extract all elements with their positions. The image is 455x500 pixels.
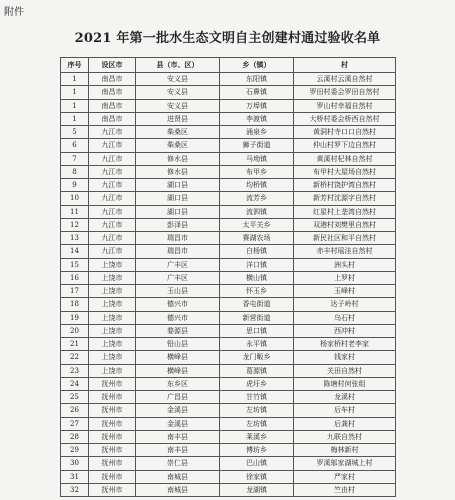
cell-township: 永平镇 — [220, 338, 294, 351]
cell-index: 30 — [61, 457, 89, 470]
cell-county: 广丰区 — [136, 258, 220, 271]
cell-index: 21 — [61, 338, 89, 351]
table-row — [61, 73, 396, 86]
cell-township: 左坊镇 — [220, 417, 294, 430]
cell-village: 梅林新村 — [294, 444, 396, 457]
cell-city: 南昌市 — [89, 99, 136, 112]
cell-city: 南昌市 — [89, 112, 136, 125]
table-row — [61, 232, 396, 245]
cell-city: 抚州市 — [89, 404, 136, 417]
cell-county: 彭泽县 — [136, 218, 220, 231]
table-row — [61, 457, 396, 470]
cell-county: 横峰县 — [136, 351, 220, 364]
cell-township: 龙湖镇 — [220, 483, 294, 496]
cell-village: 罗山村幸福自然村 — [294, 99, 396, 112]
cell-township: 万埠镇 — [220, 99, 294, 112]
cell-village: 钱家村 — [294, 351, 396, 364]
table-row — [61, 258, 396, 271]
cell-city: 抚州市 — [89, 417, 136, 430]
header-township: 乡（镇） — [220, 58, 294, 73]
cell-village: 达子岭村 — [294, 298, 396, 311]
cell-township: 布甲乡 — [220, 165, 294, 178]
cell-index: 10 — [61, 192, 89, 205]
cell-village: 新芳村沈源字自然村 — [294, 192, 396, 205]
cell-index: 16 — [61, 271, 89, 284]
cell-city: 上饶市 — [89, 351, 136, 364]
cell-township: 龙门畈乡 — [220, 351, 294, 364]
cell-village: 龙溪村 — [294, 391, 396, 404]
cell-city: 抚州市 — [89, 377, 136, 390]
table-row — [61, 271, 396, 284]
cell-city: 上饶市 — [89, 338, 136, 351]
cell-county: 瑞昌市 — [136, 245, 220, 258]
cell-city: 九江市 — [89, 245, 136, 258]
cell-city: 抚州市 — [89, 483, 136, 496]
cell-township: 太平关乡 — [220, 218, 294, 231]
cell-township: 石鼻镇 — [220, 86, 294, 99]
table-row — [61, 324, 396, 337]
cell-township: 白杨镇 — [220, 245, 294, 258]
cell-village: 上罗村 — [294, 271, 396, 284]
cell-index: 29 — [61, 444, 89, 457]
cell-county: 湖口县 — [136, 205, 220, 218]
table-row — [61, 377, 396, 390]
cell-county: 南城县 — [136, 470, 220, 483]
cell-city: 九江市 — [89, 139, 136, 152]
cell-county: 南丰县 — [136, 444, 220, 457]
cell-index: 32 — [61, 483, 89, 496]
cell-county: 南城县 — [136, 483, 220, 496]
cell-city: 南昌市 — [89, 73, 136, 86]
table-body — [61, 73, 396, 497]
cell-village: 后龚村 — [294, 417, 396, 430]
table-row — [61, 152, 396, 165]
cell-village: 罗田村委会罗田自然村 — [294, 86, 396, 99]
cell-index: 25 — [61, 391, 89, 404]
table-row — [61, 364, 396, 377]
cell-city: 九江市 — [89, 218, 136, 231]
cell-index: 1 — [61, 112, 89, 125]
table-row — [61, 483, 396, 496]
table-row — [61, 205, 396, 218]
cell-county: 修水县 — [136, 152, 220, 165]
cell-index: 31 — [61, 470, 89, 483]
acceptance-list-table — [60, 57, 396, 497]
cell-index: 13 — [61, 232, 89, 245]
cell-county: 安义县 — [136, 86, 220, 99]
cell-township: 徐家镇 — [220, 470, 294, 483]
cell-index: 22 — [61, 351, 89, 364]
cell-city: 上饶市 — [89, 285, 136, 298]
cell-village: 新民社区和平自然村 — [294, 232, 396, 245]
cell-township: 马坳镇 — [220, 152, 294, 165]
cell-county: 安义县 — [136, 99, 220, 112]
table-row — [61, 444, 396, 457]
cell-county: 德兴市 — [136, 311, 220, 324]
cell-index: 1 — [61, 73, 89, 86]
cell-village: 玉峰村 — [294, 285, 396, 298]
cell-village: 黄溪村杞林自然村 — [294, 152, 396, 165]
cell-township: 横山镇 — [220, 271, 294, 284]
table-row — [61, 86, 396, 99]
cell-township: 葛源镇 — [220, 364, 294, 377]
cell-county: 铅山县 — [136, 338, 220, 351]
cell-county: 横峰县 — [136, 364, 220, 377]
header-village: 村 — [294, 58, 396, 73]
cell-county: 湖口县 — [136, 192, 220, 205]
cell-county: 广丰区 — [136, 271, 220, 284]
table-row — [61, 165, 396, 178]
cell-township: 李渡镇 — [220, 112, 294, 125]
cell-county: 金溪县 — [136, 404, 220, 417]
cell-city: 上饶市 — [89, 311, 136, 324]
cell-county: 湖口县 — [136, 179, 220, 192]
cell-township: 均桥镇 — [220, 179, 294, 192]
header-county: 县（市、区） — [136, 58, 220, 73]
cell-village: 关田自然村 — [294, 364, 396, 377]
cell-index: 6 — [61, 139, 89, 152]
cell-village: 布甲村大屋场自然村 — [294, 165, 396, 178]
table-row — [61, 430, 396, 443]
cell-city: 九江市 — [89, 179, 136, 192]
cell-index: 18 — [61, 298, 89, 311]
table-row — [61, 139, 396, 152]
cell-village: 严家村 — [294, 470, 396, 483]
cell-city: 九江市 — [89, 165, 136, 178]
cell-township: 香屯街道 — [220, 298, 294, 311]
cell-township: 莱溪乡 — [220, 430, 294, 443]
cell-index: 27 — [61, 417, 89, 430]
cell-county: 南丰县 — [136, 430, 220, 443]
cell-index: 26 — [61, 404, 89, 417]
cell-township: 左坊镇 — [220, 404, 294, 417]
cell-township: 赛湖农场 — [220, 232, 294, 245]
cell-index: 28 — [61, 430, 89, 443]
cell-city: 南昌市 — [89, 86, 136, 99]
cell-index: 1 — [61, 99, 89, 112]
cell-township: 甘竹镇 — [220, 391, 294, 404]
table-row — [61, 351, 396, 364]
table-row — [61, 470, 396, 483]
cell-township: 洋口镇 — [220, 258, 294, 271]
cell-village: 洲头村 — [294, 258, 396, 271]
table-row — [61, 311, 396, 324]
cell-village: 新桥村饶护湾自然村 — [294, 179, 396, 192]
cell-village: 赤丰村瑶洼自然村 — [294, 245, 396, 258]
table-header-row — [61, 58, 396, 73]
cell-city: 上饶市 — [89, 364, 136, 377]
cell-city: 抚州市 — [89, 430, 136, 443]
cell-index: 23 — [61, 364, 89, 377]
cell-township: 新营街道 — [220, 311, 294, 324]
cell-village: 乌石村 — [294, 311, 396, 324]
cell-index: 5 — [61, 126, 89, 139]
cell-county: 婺源县 — [136, 324, 220, 337]
cell-county: 金溪县 — [136, 417, 220, 430]
cell-county: 瑞昌市 — [136, 232, 220, 245]
table-row — [61, 298, 396, 311]
cell-village: 罗溪邬家湖城上村 — [294, 457, 396, 470]
cell-index: 14 — [61, 245, 89, 258]
header-index: 序号 — [61, 58, 89, 73]
cell-county: 柴桑区 — [136, 126, 220, 139]
table-row — [61, 126, 396, 139]
cell-village: 九联自然村 — [294, 430, 396, 443]
cell-city: 上饶市 — [89, 324, 136, 337]
cell-city: 九江市 — [89, 232, 136, 245]
cell-index: 7 — [61, 152, 89, 165]
cell-village: 红星村上垄湾自然村 — [294, 205, 396, 218]
cell-city: 抚州市 — [89, 457, 136, 470]
cell-village: 双港村刘樊里自然村 — [294, 218, 396, 231]
table-row — [61, 245, 396, 258]
document-title: 2021 年第一批水生态文明自主创建村通过验收名单 — [74, 31, 381, 46]
cell-city: 抚州市 — [89, 444, 136, 457]
cell-index: 8 — [61, 165, 89, 178]
table-row — [61, 192, 396, 205]
cell-village: 仲山村罗下边自然村 — [294, 139, 396, 152]
cell-city: 上饶市 — [89, 298, 136, 311]
cell-city: 九江市 — [89, 152, 136, 165]
cell-county: 广昌县 — [136, 391, 220, 404]
cell-index: 24 — [61, 377, 89, 390]
cell-city: 上饶市 — [89, 258, 136, 271]
cell-city: 上饶市 — [89, 271, 136, 284]
cell-township: 怀玉乡 — [220, 285, 294, 298]
cell-index: 9 — [61, 179, 89, 192]
cell-township: 巴山镇 — [220, 457, 294, 470]
cell-township: 傅坊乡 — [220, 444, 294, 457]
cell-county: 修水县 — [136, 165, 220, 178]
cell-city: 抚州市 — [89, 391, 136, 404]
cell-index: 15 — [61, 258, 89, 271]
cell-village: 竺由村 — [294, 483, 396, 496]
cell-county: 玉山县 — [136, 285, 220, 298]
cell-township: 流芳乡 — [220, 192, 294, 205]
cell-city: 抚州市 — [89, 470, 136, 483]
cell-index: 20 — [61, 324, 89, 337]
cell-village: 黄洞村寺口口自然村 — [294, 126, 396, 139]
cell-township: 流泗镇 — [220, 205, 294, 218]
cell-city: 九江市 — [89, 126, 136, 139]
cell-township: 东阳镇 — [220, 73, 294, 86]
cell-township: 思口镇 — [220, 324, 294, 337]
cell-city: 九江市 — [89, 192, 136, 205]
cell-county: 德兴市 — [136, 298, 220, 311]
cell-township: 狮子街道 — [220, 139, 294, 152]
table-row — [61, 338, 396, 351]
attachment-label: 附件 — [4, 7, 24, 18]
table-row — [61, 179, 396, 192]
cell-index: 1 — [61, 86, 89, 99]
table-row — [61, 112, 396, 125]
header-city: 设区市 — [89, 58, 136, 73]
cell-village: 西冲村 — [294, 324, 396, 337]
cell-township: 涌泉乡 — [220, 126, 294, 139]
cell-county: 柴桑区 — [136, 139, 220, 152]
cell-village: 后车村 — [294, 404, 396, 417]
table-row — [61, 218, 396, 231]
cell-village: 陈塘村何张组 — [294, 377, 396, 390]
table-row — [61, 404, 396, 417]
table-row — [61, 417, 396, 430]
table-row — [61, 99, 396, 112]
cell-index: 19 — [61, 311, 89, 324]
cell-city: 九江市 — [89, 205, 136, 218]
cell-township: 虎圩乡 — [220, 377, 294, 390]
cell-county: 崇仁县 — [136, 457, 220, 470]
table-row — [61, 391, 396, 404]
cell-village: 云溪村云溪自然村 — [294, 73, 396, 86]
cell-village: 杨家桥村老李家 — [294, 338, 396, 351]
cell-index: 17 — [61, 285, 89, 298]
cell-county: 东乡区 — [136, 377, 220, 390]
cell-village: 大桥村委会桥西自然村 — [294, 112, 396, 125]
cell-county: 安义县 — [136, 73, 220, 86]
cell-county: 进贤县 — [136, 112, 220, 125]
table-row — [61, 285, 396, 298]
cell-index: 12 — [61, 218, 89, 231]
cell-index: 11 — [61, 205, 89, 218]
